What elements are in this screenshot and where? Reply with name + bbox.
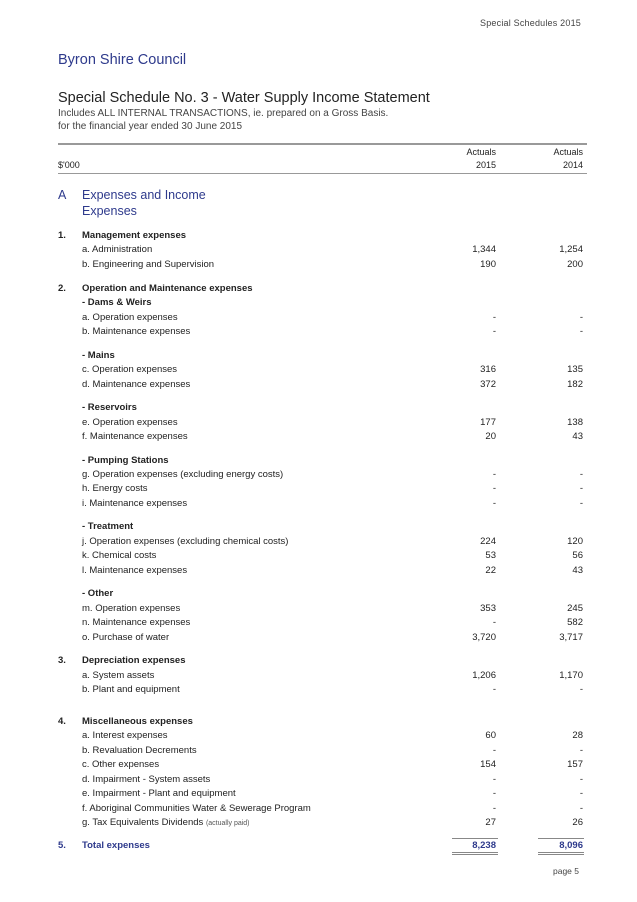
table-row: [0, 787, 637, 801]
value-2014: 182: [567, 379, 583, 390]
row-label: [82, 430, 188, 444]
row-label-text: a. System assets: [82, 670, 155, 681]
row-label-text: i. Maintenance expenses: [82, 498, 188, 509]
value-2015: 53: [485, 550, 496, 561]
subtitle-period: for the financial year ended 30 June 2015: [58, 121, 243, 132]
row-label: [82, 401, 137, 415]
category-row: [0, 349, 637, 363]
row-label: [82, 363, 177, 377]
row-note: (actually paid): [205, 820, 250, 827]
row-label-text: c. Other expenses: [82, 759, 160, 770]
value-2014: 43: [572, 431, 583, 442]
value-2015: -: [492, 617, 496, 628]
table-row: [0, 535, 637, 549]
value-2014: -: [579, 326, 583, 337]
row-label-text: e. Impairment - Plant and equipment: [82, 788, 236, 799]
row-label: [82, 468, 283, 482]
value-2014: 28: [572, 730, 583, 741]
value-2014: -: [579, 788, 583, 799]
table-row: [0, 378, 637, 392]
value-2014: 56: [572, 550, 583, 561]
value-2014: 200: [567, 259, 583, 270]
table-row: [0, 616, 637, 630]
value-2014: -: [579, 803, 583, 814]
row-label-text: a. Operation expenses: [82, 312, 178, 323]
section-title: Expenses and Income: [82, 188, 206, 202]
row-label-text: d. Maintenance expenses: [82, 379, 191, 390]
value-2015: -: [492, 312, 496, 323]
table-row: [0, 773, 637, 787]
category-row: [0, 654, 637, 668]
row-label-text: k. Chemical costs: [82, 550, 157, 561]
row-number: 1.: [58, 230, 66, 241]
row-label-text: Total expenses: [82, 840, 150, 851]
table-row: [0, 669, 637, 683]
row-label-text: b. Maintenance expenses: [82, 326, 191, 337]
table-row: [0, 744, 637, 758]
row-label-text: - Pumping Stations: [82, 455, 169, 466]
total-2015-top-rule: [452, 838, 498, 839]
unit-label: $'000: [58, 160, 80, 170]
value-2015: 372: [480, 379, 496, 390]
row-label-text: a. Administration: [82, 244, 153, 255]
value-2015: 224: [480, 536, 496, 547]
value-2014: 8,096: [559, 840, 583, 851]
row-label: [82, 497, 187, 511]
row-label: [82, 520, 133, 534]
table-row: [0, 729, 637, 743]
table-row: [0, 311, 637, 325]
row-label: [82, 378, 190, 392]
row-label: [82, 602, 180, 616]
value-2015: -: [492, 326, 496, 337]
column-2015-year: 2015: [475, 160, 496, 170]
value-2015: -: [492, 483, 496, 494]
row-label-text: Depreciation expenses: [82, 655, 186, 666]
row-label: [82, 229, 186, 243]
value-2014: 245: [567, 603, 583, 614]
row-label: [82, 535, 288, 549]
value-2015: 154: [480, 759, 496, 770]
row-label: [82, 311, 178, 325]
section-letter: A: [58, 188, 67, 202]
value-2014: -: [579, 684, 583, 695]
value-2015: 190: [480, 259, 496, 270]
value-2014: -: [579, 483, 583, 494]
header-top-rule: [58, 143, 587, 145]
row-label-text: b. Revaluation Decrements: [82, 745, 197, 756]
category-row: [0, 520, 637, 534]
subtitle-basis: Includes ALL INTERNAL TRANSACTIONS, ie. prepared on a Gross Basis.: [58, 108, 389, 119]
row-label: [82, 669, 154, 683]
value-2015: 22: [485, 565, 496, 576]
value-2015: 177: [480, 417, 496, 428]
category-row: [0, 296, 637, 310]
table-row: [0, 549, 637, 563]
row-label: [82, 715, 193, 729]
table-row: [0, 258, 637, 272]
value-2015: 1,206: [472, 670, 496, 681]
row-number: 5.: [58, 840, 66, 851]
table-row: [0, 683, 637, 697]
row-label: [82, 564, 187, 578]
row-label-text: c. Operation expenses: [82, 364, 178, 375]
row-label: [82, 683, 180, 697]
value-2014: -: [579, 498, 583, 509]
row-label-text: Miscellaneous expenses: [82, 716, 193, 727]
row-label-text: l. Maintenance expenses: [82, 565, 188, 576]
row-label-text: n. Maintenance expenses: [82, 617, 191, 628]
row-label: [82, 729, 168, 743]
row-label: [82, 802, 311, 816]
table-row: [0, 430, 637, 444]
section-subtitle: Expenses: [82, 204, 137, 218]
value-2015: -: [492, 745, 496, 756]
table-row: [0, 482, 637, 496]
table-row: [0, 602, 637, 616]
row-label-text: - Other: [82, 588, 114, 599]
row-label: [82, 616, 190, 630]
row-number: 4.: [58, 716, 66, 727]
row-label-text: j. Operation expenses (excluding chemical costs): [82, 536, 289, 547]
value-2014: -: [579, 745, 583, 756]
row-label: [82, 587, 113, 601]
row-label: [82, 243, 152, 257]
row-label-text: m. Operation expenses: [82, 603, 181, 614]
header-bottom-rule: [58, 173, 587, 174]
row-label-text: - Reservoirs: [82, 402, 137, 413]
table-row: [0, 363, 637, 377]
table-row: [0, 631, 637, 645]
table-row: [0, 416, 637, 430]
value-2015: -: [492, 788, 496, 799]
value-2015: -: [492, 774, 496, 785]
row-label: [82, 839, 150, 853]
row-label: [82, 549, 156, 563]
category-row: [0, 401, 637, 415]
table-row: [0, 816, 637, 830]
row-label-text: a. Interest expenses: [82, 730, 168, 741]
row-label: [82, 349, 115, 363]
row-label-text: - Dams & Weirs: [82, 297, 152, 308]
row-label-text: f. Maintenance expenses: [82, 431, 188, 442]
row-label: [82, 758, 159, 772]
row-label: [82, 258, 214, 272]
value-2015: 3,720: [472, 632, 496, 643]
page-title: Special Schedule No. 3 - Water Supply Income Statement: [58, 90, 430, 106]
table-row: [0, 497, 637, 511]
page-number: page 5: [553, 866, 579, 876]
value-2015: -: [492, 803, 496, 814]
row-label: [82, 482, 147, 496]
row-label: [82, 296, 152, 310]
value-2014: 135: [567, 364, 583, 375]
row-label-text: Management expenses: [82, 230, 187, 241]
column-2014-label: Actuals: [553, 147, 583, 157]
value-2015: 8,238: [472, 840, 496, 851]
row-label-text: - Mains: [82, 350, 115, 361]
table-row: [0, 564, 637, 578]
total-2015-bottom-rule: [452, 852, 498, 855]
total-2014-bottom-rule: [538, 852, 584, 855]
row-label: [82, 816, 250, 831]
table-row: [0, 468, 637, 482]
row-label-text: - Treatment: [82, 521, 134, 532]
total-2014-top-rule: [538, 838, 584, 839]
council-name: Byron Shire Council: [58, 52, 187, 68]
value-2014: 138: [567, 417, 583, 428]
value-2015: -: [492, 498, 496, 509]
column-2015-label: Actuals: [466, 147, 496, 157]
category-row: [0, 282, 637, 296]
table-row: [0, 758, 637, 772]
row-label-text: Operation and Maintenance expenses: [82, 283, 253, 294]
total-row: [0, 839, 637, 853]
row-label: [82, 654, 186, 668]
row-label-text: b. Plant and equipment: [82, 684, 180, 695]
value-2014: -: [579, 469, 583, 480]
row-label-text: o. Purchase of water: [82, 632, 170, 643]
row-label: [82, 325, 190, 339]
row-label-text: h. Energy costs: [82, 483, 148, 494]
value-2015: 20: [485, 431, 496, 442]
table-row: [0, 325, 637, 339]
row-label: [82, 773, 210, 787]
value-2015: 1,344: [472, 244, 496, 255]
value-2014: 1,254: [559, 244, 583, 255]
value-2015: 60: [485, 730, 496, 741]
value-2015: 353: [480, 603, 496, 614]
category-row: [0, 229, 637, 243]
value-2014: -: [579, 312, 583, 323]
value-2015: 27: [485, 817, 496, 828]
value-2014: 3,717: [559, 632, 583, 643]
value-2014: 1,170: [559, 670, 583, 681]
value-2014: -: [579, 774, 583, 785]
column-2014-year: 2014: [562, 160, 583, 170]
row-label: [82, 454, 169, 468]
row-label-text: g. Operation expenses (excluding energy costs): [82, 469, 284, 480]
value-2014: 43: [572, 565, 583, 576]
row-label: [82, 416, 178, 430]
row-number: 3.: [58, 655, 66, 666]
row-label-text: b. Engineering and Supervision: [82, 259, 215, 270]
running-header: Special Schedules 2015: [480, 18, 581, 28]
row-label-text: e. Operation expenses: [82, 417, 178, 428]
row-label: [82, 787, 236, 801]
row-label: [82, 282, 253, 296]
category-row: [0, 715, 637, 729]
row-number: 2.: [58, 283, 66, 294]
row-label: [82, 744, 197, 758]
category-row: [0, 454, 637, 468]
row-label: [82, 631, 169, 645]
row-label-text: d. Impairment - System assets: [82, 774, 211, 785]
row-label-text: f. Aboriginal Communities Water & Sewerage Program: [82, 803, 311, 814]
value-2015: -: [492, 684, 496, 695]
table-row: [0, 243, 637, 257]
value-2014: 157: [567, 759, 583, 770]
category-row: [0, 587, 637, 601]
row-label-text: g. Tax Equivalents Dividends: [82, 817, 204, 828]
value-2015: 316: [480, 364, 496, 375]
value-2014: 120: [567, 536, 583, 547]
table-row: [0, 802, 637, 816]
value-2015: -: [492, 469, 496, 480]
value-2014: 26: [572, 817, 583, 828]
value-2014: 582: [567, 617, 583, 628]
